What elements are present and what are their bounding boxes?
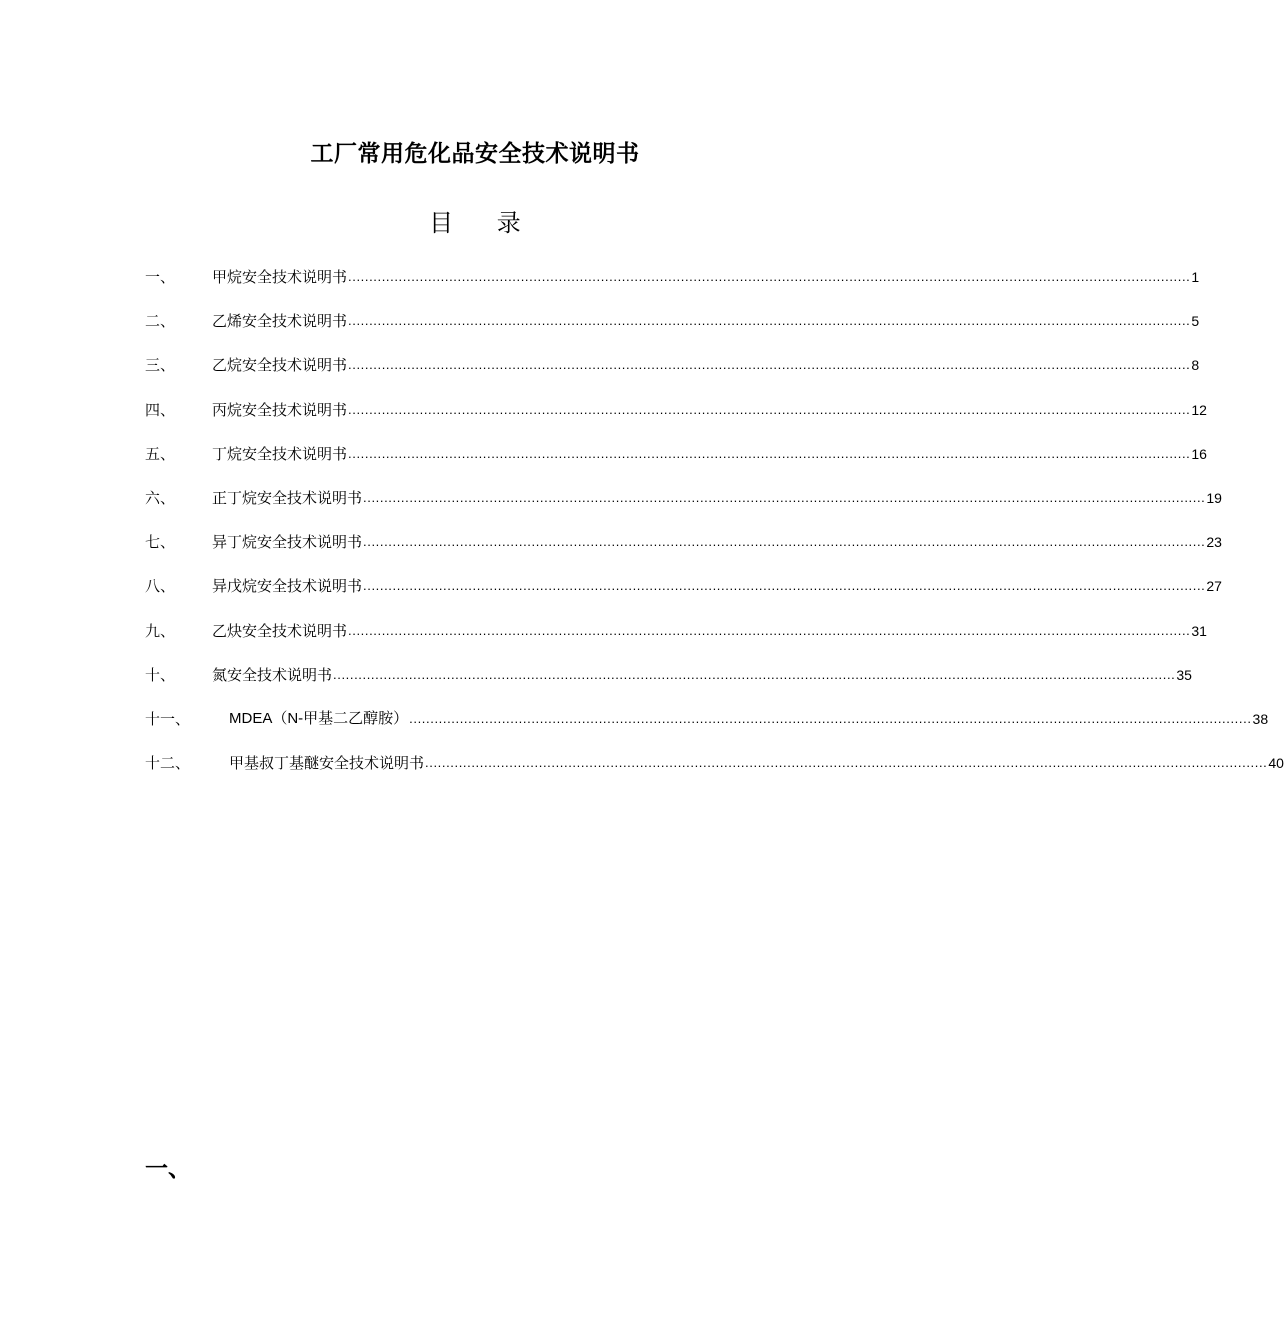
toc-entry-page: 31 <box>1191 622 1207 639</box>
toc-entry-number: 十一、 <box>145 709 191 728</box>
toc-entry[interactable] <box>145 264 1200 308</box>
toc-entry-number: 五、 <box>145 444 176 463</box>
toc-entry-page: 16 <box>1191 445 1207 462</box>
toc-entry[interactable] <box>145 308 1200 352</box>
toc-entry-label: 正丁烷安全技术说明书 <box>212 488 363 507</box>
toc-entry[interactable] <box>145 750 1284 794</box>
toc-dot-leader: ........................................................................................................................................................................................................ <box>409 710 1252 726</box>
toc-entry[interactable] <box>145 706 1269 750</box>
toc-entry[interactable] <box>145 397 1207 441</box>
toc-entry-page: 5 <box>1191 313 1200 330</box>
toc-entry-label: 甲烷安全技术说明书 <box>212 268 348 286</box>
toc-dot-leader: ........................................................................................................................................................................................................ <box>363 534 1206 550</box>
toc-entry-number: 二、 <box>145 312 176 331</box>
toc-entry[interactable] <box>145 618 1207 662</box>
toc-entry-page: 23 <box>1206 534 1222 551</box>
toc-entry-label: 丙烷安全技术说明书 <box>212 400 348 419</box>
toc-entry-number: 七、 <box>145 533 176 552</box>
toc-entry[interactable] <box>145 485 1222 529</box>
toc-entry-number: 四、 <box>145 400 176 419</box>
toc-entry-page: 40 <box>1268 755 1284 772</box>
toc-entry-number: 三、 <box>145 356 176 375</box>
toc-entry-page: 19 <box>1206 489 1222 506</box>
toc-entry-label: 甲基叔丁基醚安全技术说明书 <box>229 754 425 773</box>
toc-entry[interactable] <box>145 352 1200 396</box>
toc-entry-label: 异丁烷安全技术说明书 <box>212 533 363 552</box>
toc-entry-label: 异戊烷安全技术说明书 <box>212 577 363 596</box>
toc-entry-number: 十二、 <box>145 754 191 773</box>
toc-entry-label: 乙炔安全技术说明书 <box>212 621 348 640</box>
toc-entry-number: 六、 <box>145 488 176 507</box>
section-heading: 一、 <box>145 1156 191 1182</box>
toc-entry[interactable] <box>145 573 1222 617</box>
toc-dot-leader: ........................................................................................................................................................................................................ <box>348 401 1191 417</box>
toc-entry[interactable] <box>145 529 1222 573</box>
toc-entry-number: 一、 <box>145 268 176 286</box>
document-title: 工厂常用危化品安全技术说明书 <box>310 141 640 167</box>
toc-entry-page: 27 <box>1206 578 1222 595</box>
toc-entry-page: 35 <box>1176 666 1192 683</box>
toc-dot-leader: ........................................................................................................................................................................................................ <box>348 445 1191 461</box>
toc-entry-page: 12 <box>1191 401 1207 418</box>
toc-entry-label: 乙烯安全技术说明书 <box>212 312 348 331</box>
toc-entry-label: 氮安全技术说明书 <box>212 665 333 684</box>
toc-dot-leader: ........................................................................................................................................................................................................ <box>348 313 1191 329</box>
toc-dot-leader: ........................................................................................................................................................................................................ <box>348 269 1191 284</box>
toc-entry-page: 8 <box>1191 357 1200 374</box>
toc-entry-page: 1 <box>1191 269 1200 285</box>
toc-entry-label: 乙烷安全技术说明书 <box>212 356 348 375</box>
toc-entry-number: 九、 <box>145 621 176 640</box>
toc-entry-number: 十、 <box>145 665 176 684</box>
toc-dot-leader: ........................................................................................................................................................................................................ <box>425 755 1268 771</box>
table-of-contents <box>145 264 1284 794</box>
toc-dot-leader: ........................................................................................................................................................................................................ <box>333 666 1176 682</box>
toc-heading: 目 录 <box>429 209 539 237</box>
toc-entry[interactable] <box>145 441 1207 485</box>
toc-entry-label: MDEA（N-甲基二乙醇胺） <box>229 709 409 727</box>
toc-entry[interactable] <box>145 662 1192 706</box>
toc-dot-leader: ........................................................................................................................................................................................................ <box>363 489 1206 505</box>
toc-entry-page: 38 <box>1252 710 1269 727</box>
toc-entry-label: 丁烷安全技术说明书 <box>212 444 348 463</box>
toc-dot-leader: ........................................................................................................................................................................................................ <box>363 578 1206 594</box>
toc-entry-number: 八、 <box>145 577 176 596</box>
toc-dot-leader: ........................................................................................................................................................................................................ <box>348 622 1191 638</box>
toc-dot-leader: ........................................................................................................................................................................................................ <box>348 357 1191 373</box>
